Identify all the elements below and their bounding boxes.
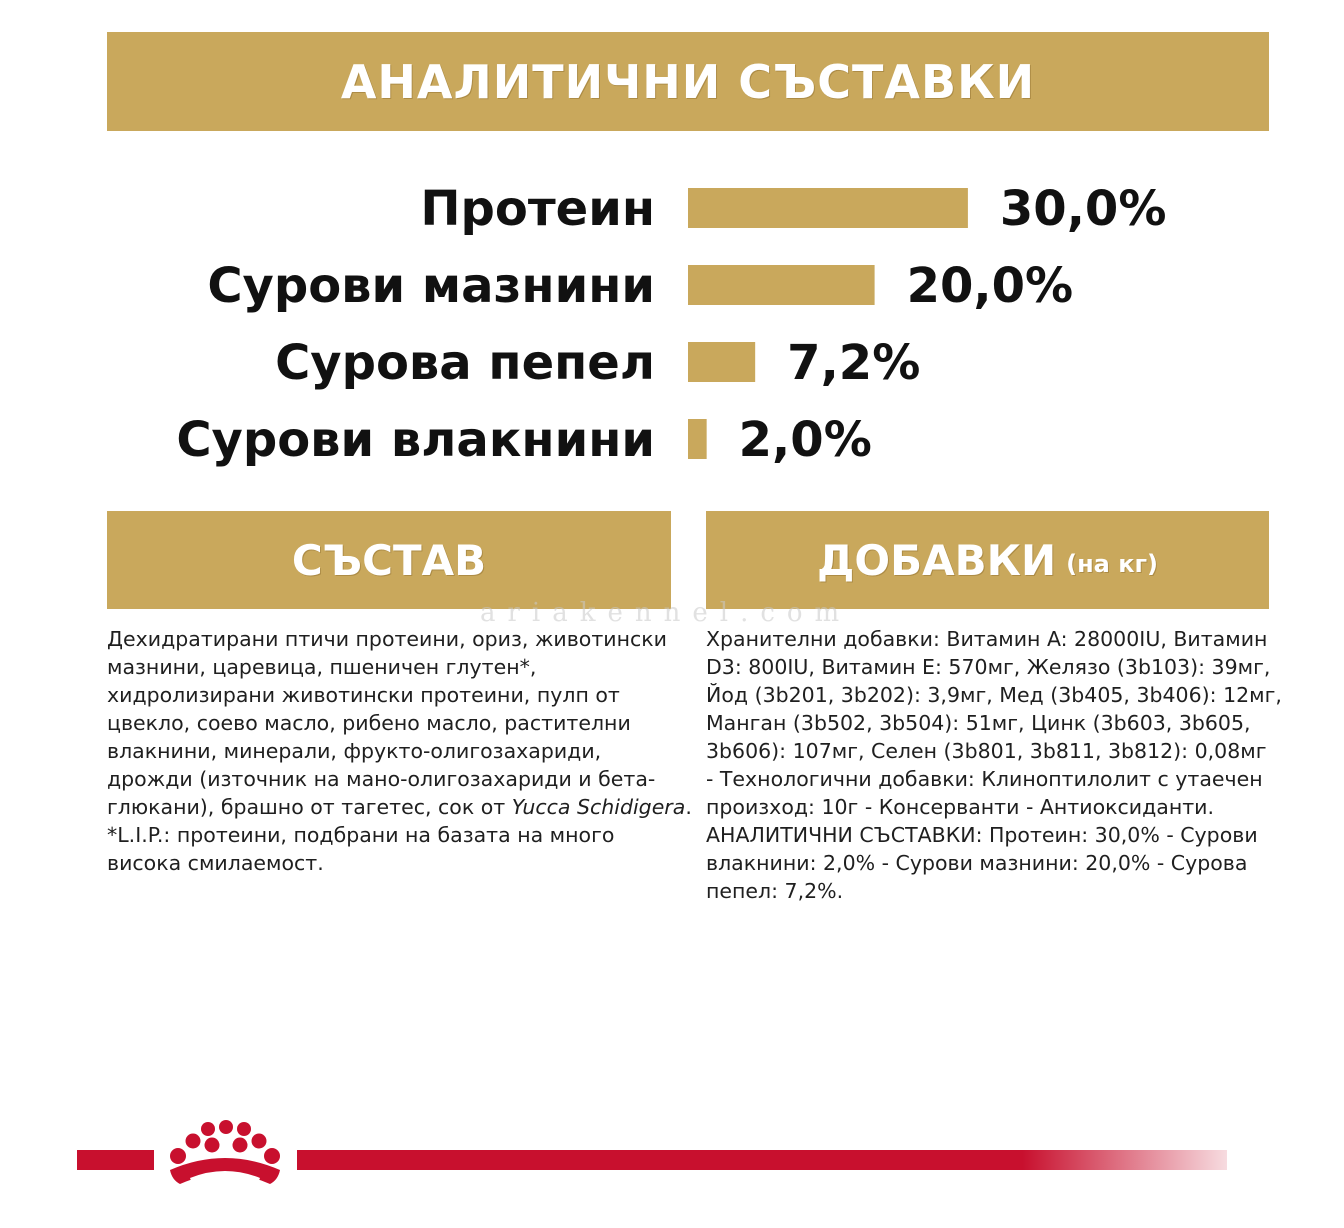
additives-line: 3b606): 107мг, Селен (3b801, 3b811, 3b812): 0,08мг bbox=[706, 739, 1267, 763]
yucca-suffix: . bbox=[685, 795, 692, 819]
additives-line: Хранителни добавки: Витамин A: 28000IU, Витамин bbox=[706, 627, 1268, 651]
additives-line: произход: 10г - Консерванти - Антиоксиданти. bbox=[706, 795, 1215, 819]
footer-line-left bbox=[77, 1150, 154, 1170]
composition-line: мазнини, царевица, пшеничен глутен*, bbox=[107, 655, 537, 679]
bar-label: Сурови мазнини bbox=[207, 258, 655, 314]
composition-line-text: глюкани), брашно от тагетес, сок от bbox=[107, 795, 506, 819]
composition-line: хидролизирани животински протеини, пулп от bbox=[107, 683, 620, 707]
watermark: ariakennel.com bbox=[480, 598, 852, 628]
bar bbox=[688, 265, 875, 305]
bar-label: Сурова пепел bbox=[275, 335, 655, 391]
additives-line: Йод (3b201, 3b202): 3,9мг, Мед (3b405, 3b406): 12мг, bbox=[706, 683, 1282, 707]
composition-line: дрожди (източник на мано-олигозахариди и бета- bbox=[107, 767, 656, 791]
bar bbox=[688, 188, 968, 228]
bar-value-label: 20,0% bbox=[906, 258, 1074, 314]
composition-text bbox=[107, 625, 692, 877]
composition-line: Дехидратирани птичи протеини, ориз, животински bbox=[107, 627, 667, 651]
additives-line: Манган (3b502, 3b504): 51мг, Цинк (3b603, 3b605, bbox=[706, 711, 1251, 735]
composition-line bbox=[107, 793, 692, 821]
additives-line: - Технологични добавки: Клиноптилолит с утаечен bbox=[706, 767, 1263, 791]
bar-value-label: 7,2% bbox=[787, 335, 921, 391]
bar-label: Протеин bbox=[420, 181, 655, 237]
composition-line: *L.I.P.: протеини, подбрани на базата на много bbox=[107, 823, 615, 847]
additives-line: влакнини: 2,0% - Сурови мазнини: 20,0% - Сурова bbox=[706, 851, 1248, 875]
bar-value-label: 30,0% bbox=[999, 181, 1167, 237]
additives-line: пепел: 7,2%. bbox=[706, 879, 844, 903]
composition-line: влакнини, минерали, фрукто-олигозахариди, bbox=[107, 739, 602, 763]
additives-header-title: ДОБАВКИ bbox=[816, 535, 1057, 585]
analytical-bar-chart bbox=[0, 160, 1344, 490]
composition-line: висока смилаемост. bbox=[107, 851, 324, 875]
bar-label: Сурови влакнини bbox=[176, 412, 655, 468]
footer-line-right bbox=[297, 1150, 1227, 1170]
additives-header bbox=[706, 511, 1269, 609]
additives-line: АНАЛИТИЧНИ СЪСТАВКИ: Протеин: 30,0% - Сурови bbox=[706, 823, 1258, 847]
additives-line: D3: 800IU, Витамин E: 570мг, Желязо (3b103): 39мг, bbox=[706, 655, 1271, 679]
bar bbox=[688, 342, 755, 382]
composition-header-title: СЪСТАВ bbox=[291, 535, 487, 585]
yucca-italic: Yucca Schidigera bbox=[511, 795, 686, 819]
bar-value-label: 2,0% bbox=[738, 412, 872, 468]
analytical-header bbox=[107, 32, 1269, 131]
additives-text bbox=[706, 625, 1282, 905]
composition-header bbox=[107, 511, 671, 609]
bar bbox=[688, 419, 707, 459]
royal-crown-icon bbox=[160, 1118, 290, 1196]
composition-line: цвекло, соево масло, рибено масло, растителни bbox=[107, 711, 631, 735]
additives-header-unit: (на кг) bbox=[1066, 550, 1159, 578]
analytical-header-title: АНАЛИТИЧНИ СЪСТАВКИ bbox=[340, 54, 1036, 109]
